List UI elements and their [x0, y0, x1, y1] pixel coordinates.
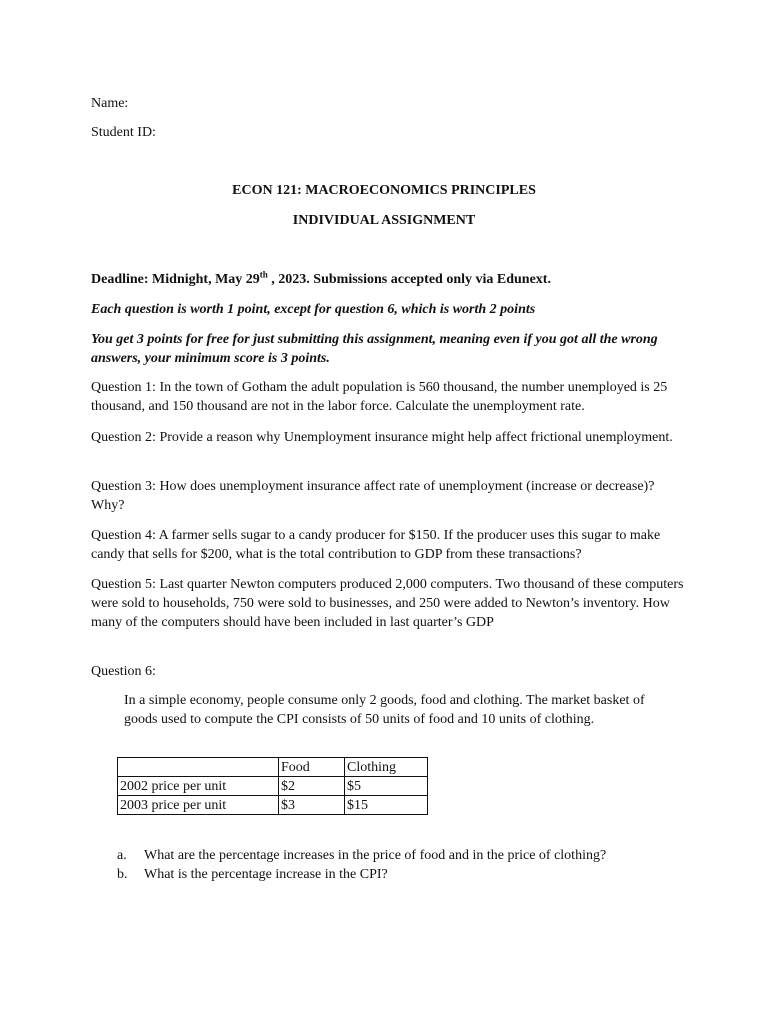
list-item-text: What is the percentage increase in the CPI? [144, 867, 388, 882]
deadline-superscript: th [259, 269, 268, 280]
subquestion-a [117, 846, 677, 865]
question-3: Question 3: How does unemployment insurance affect rate of unemployment (increase or decrease)? Why? [91, 479, 655, 513]
student-id-label: Student ID: [91, 125, 156, 140]
deadline-line [91, 270, 691, 289]
table-header-food: Food [279, 758, 345, 777]
question-1: Question 1: In the town of Gotham the adult population is 560 thousand, the number unemployed is 25 thousand, and 150 thousand are not in the labor force. Calculate the unemployment rate. [91, 380, 668, 414]
question-6-label: Question 6: [91, 664, 156, 679]
table-row [118, 758, 428, 777]
points-note: Each question is worth 1 point, except for question 6, which is worth 2 points [91, 302, 536, 317]
table-cell: $3 [279, 796, 345, 815]
question-5: Question 5: Last quarter Newton computers produced 2,000 computers. Two thousand of these computers were sold to households, 750 were sold to businesses, and 250 were added to Newton’s inventory. How many of the computers should have been included in last quarter’s GDP [91, 577, 684, 630]
table-cell: 2003 price per unit [118, 796, 279, 815]
table-cell [118, 758, 279, 777]
deadline-prefix: Deadline: Midnight, May 29 [91, 272, 260, 287]
list-marker: b. [117, 867, 128, 882]
free-points-note: You get 3 points for free for just submitting this assignment, meaning even if you got all the wrong answers, your minimum score is 3 points. [91, 332, 658, 366]
table-row [118, 777, 428, 796]
question-4: Question 4: A farmer sells sugar to a candy producer for $150. If the producer uses this sugar to make candy that sells for $200, what is the total contribution to GDP from these transactions? [91, 528, 661, 562]
table-row [118, 796, 428, 815]
list-marker: a. [117, 848, 127, 863]
question-2: Question 2: Provide a reason why Unemployment insurance might help affect frictional unemployment. [91, 430, 673, 445]
table-header-clothing: Clothing [345, 758, 428, 777]
table-cell: $15 [345, 796, 428, 815]
table-cell: $2 [279, 777, 345, 796]
assignment-title: INDIVIDUAL ASSIGNMENT [292, 213, 476, 228]
deadline-suffix: , 2023. Submissions accepted only via Edunext. [267, 272, 551, 287]
price-table [117, 757, 428, 815]
table-cell: 2002 price per unit [118, 777, 279, 796]
table-cell: $5 [345, 777, 428, 796]
list-item-text: What are the percentage increases in the price of food and in the price of clothing? [144, 848, 607, 863]
name-label: Name: [91, 96, 129, 111]
subquestion-b [117, 865, 677, 884]
course-title: ECON 121: MACROECONOMICS PRINCIPLES [232, 183, 536, 198]
question-6-intro: In a simple economy, people consume only 2 goods, food and clothing. The market basket of goods used to compute the CPI consists of 50 units of food and 10 units of clothing. [124, 693, 645, 727]
